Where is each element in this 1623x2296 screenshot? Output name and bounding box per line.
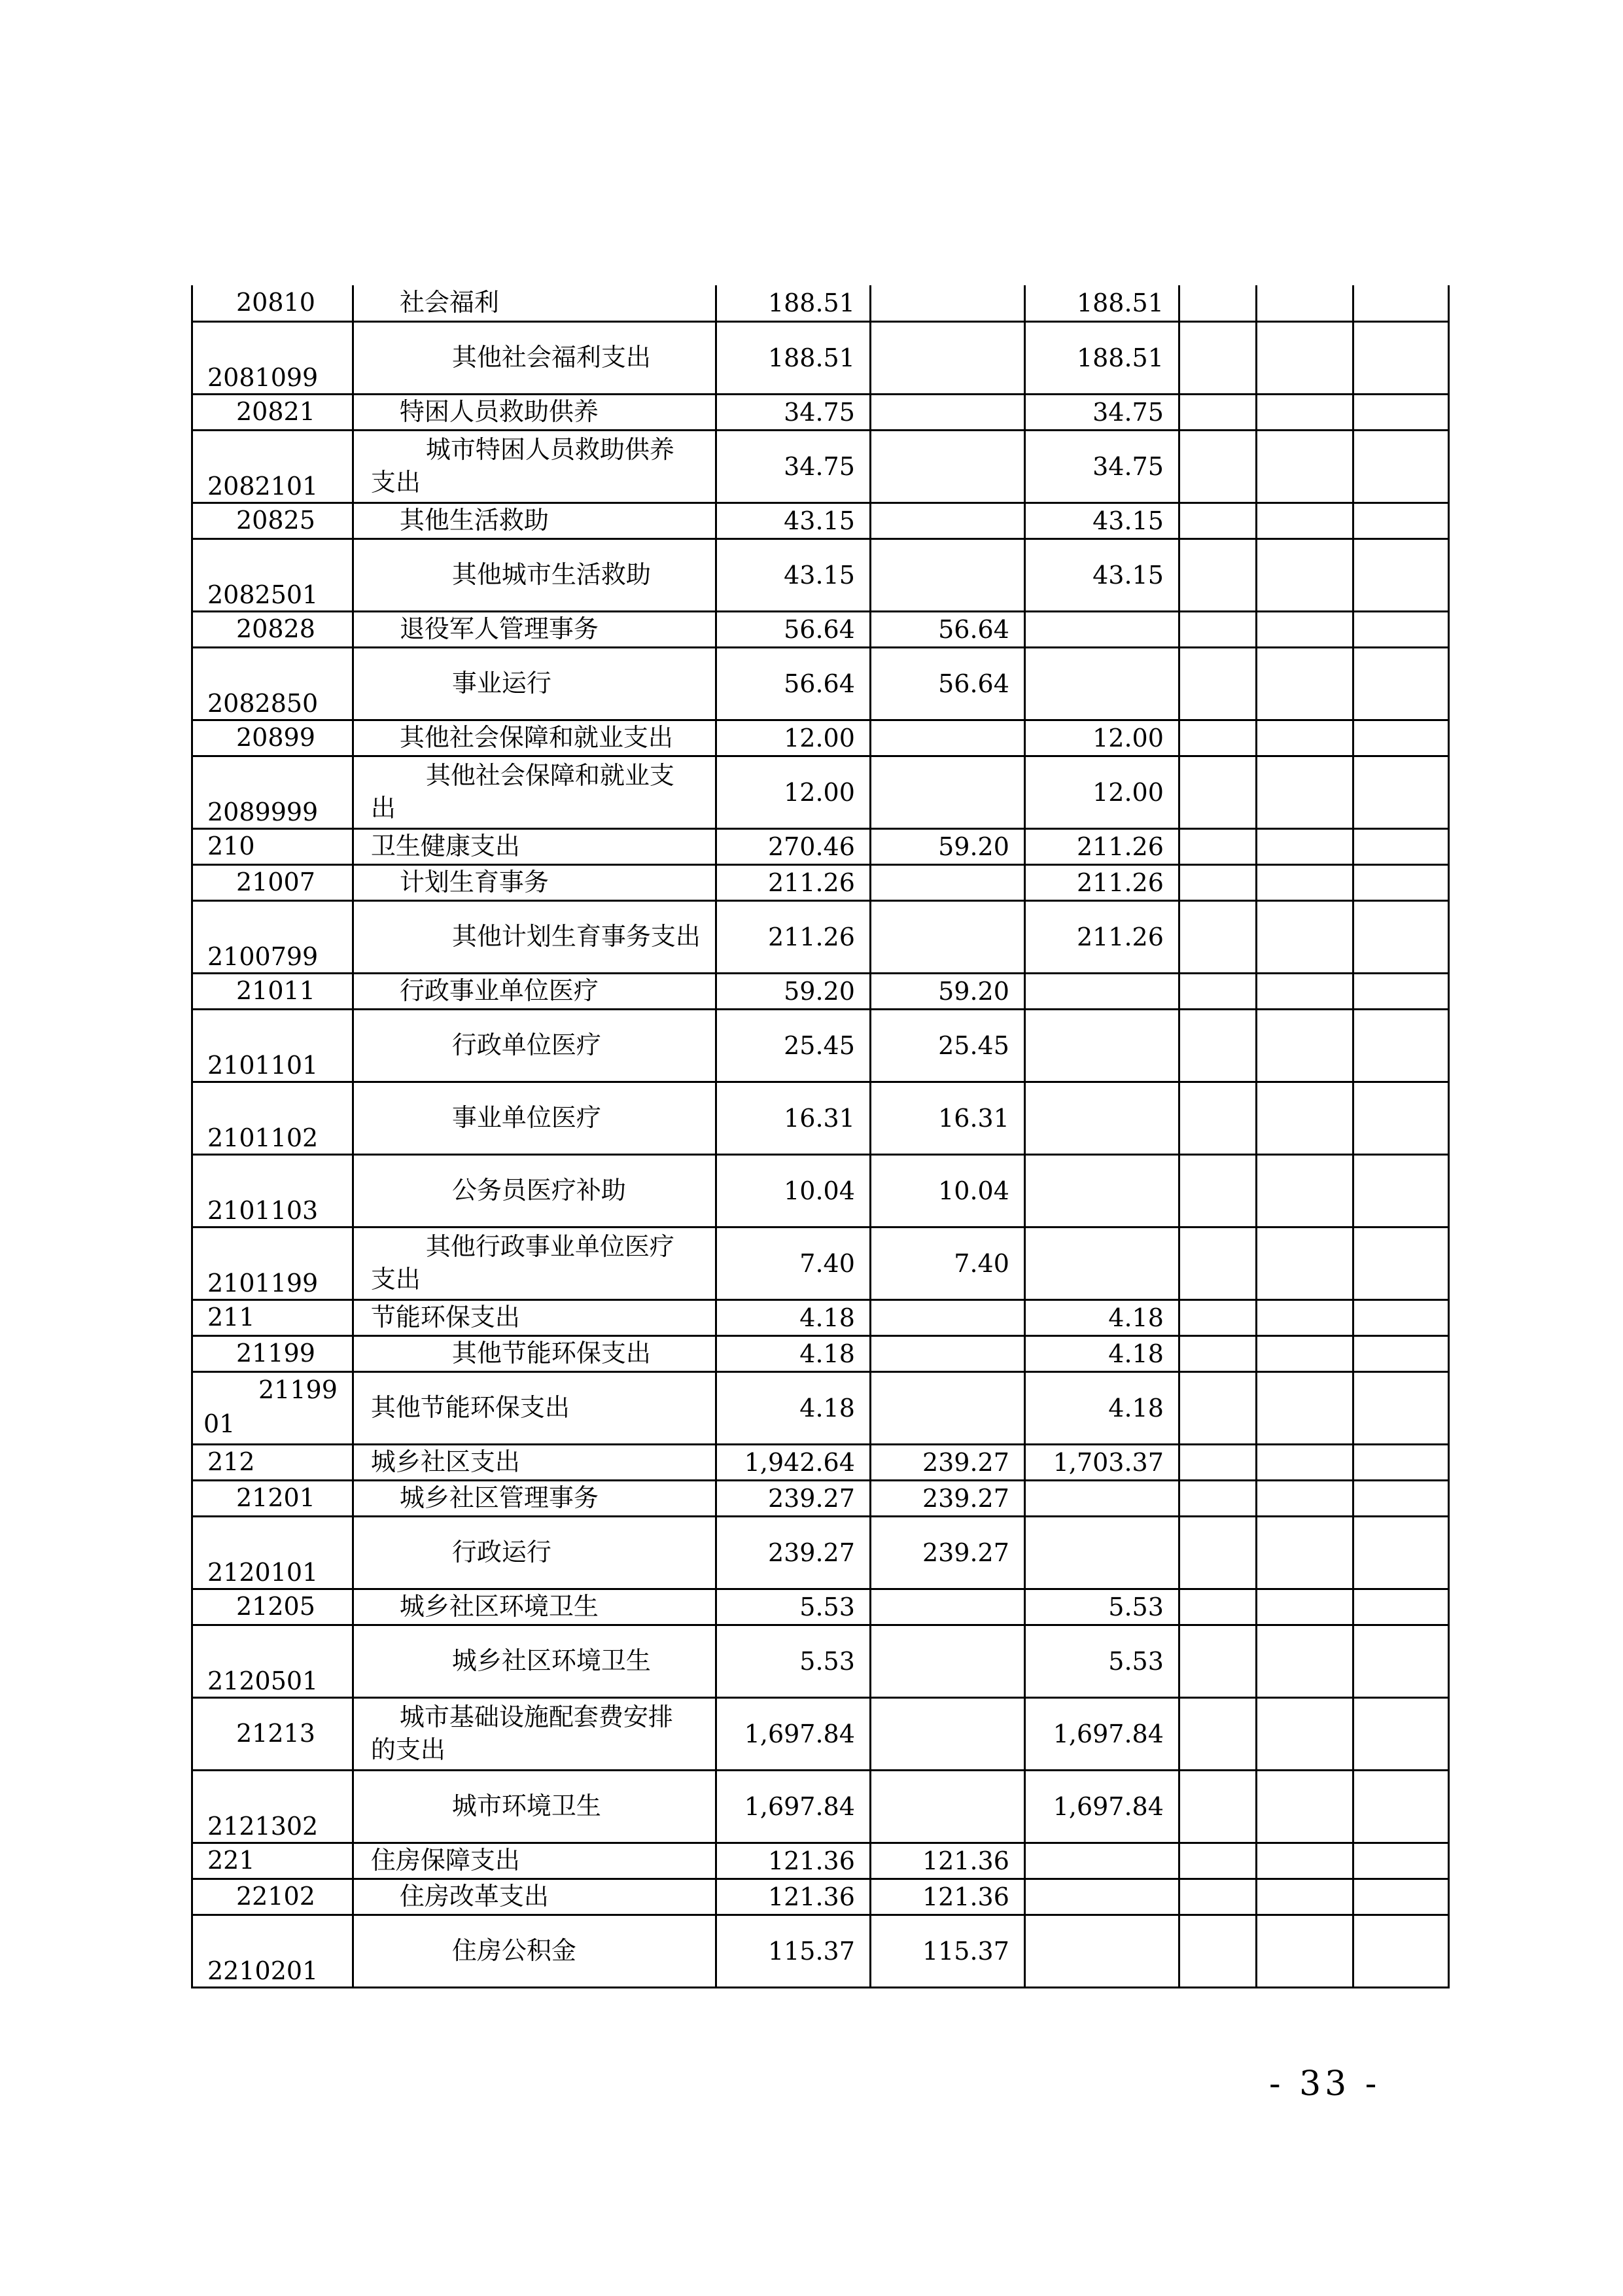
empty-cell: [1179, 1770, 1256, 1843]
row-code: 21007: [192, 864, 353, 900]
table-row: [192, 321, 1449, 394]
empty-cell: [1353, 611, 1448, 647]
row-total: 16.31: [716, 1082, 870, 1154]
row-code: 2101199: [192, 1227, 353, 1299]
table-row: [192, 973, 1449, 1009]
table-row: [192, 1082, 1449, 1154]
row-basic: [870, 285, 1024, 321]
row-project: 211.26: [1024, 828, 1179, 864]
row-total: 1,697.84: [716, 1697, 870, 1770]
empty-cell: [1256, 611, 1353, 647]
row-code: 2100799: [192, 900, 353, 973]
row-total: 10.04: [716, 1154, 870, 1227]
empty-cell: [1353, 1516, 1448, 1589]
row-project: 34.75: [1024, 430, 1179, 503]
row-total: 211.26: [716, 864, 870, 900]
row-total: 12.00: [716, 756, 870, 828]
row-project: 211.26: [1024, 864, 1179, 900]
table-row: [192, 1879, 1449, 1915]
empty-cell: [1353, 1299, 1448, 1335]
row-project: [1024, 1915, 1179, 1987]
empty-cell: [1353, 647, 1448, 720]
empty-cell: [1353, 394, 1448, 430]
row-basic: [870, 539, 1024, 611]
row-name: 行政事业单位医疗: [353, 973, 716, 1009]
empty-cell: [1353, 973, 1448, 1009]
table-row: [192, 1589, 1449, 1625]
row-basic: 121.36: [870, 1879, 1024, 1915]
empty-cell: [1256, 1516, 1353, 1589]
empty-cell: [1353, 756, 1448, 828]
row-name: 节能环保支出: [353, 1299, 716, 1335]
row-project: 211.26: [1024, 900, 1179, 973]
empty-cell: [1353, 900, 1448, 973]
row-basic: [870, 1697, 1024, 1770]
empty-cell: [1256, 430, 1353, 503]
empty-cell: [1353, 1915, 1448, 1987]
table-row: [192, 864, 1449, 900]
row-basic: 16.31: [870, 1082, 1024, 1154]
row-total: 43.15: [716, 539, 870, 611]
row-project: 43.15: [1024, 503, 1179, 539]
empty-cell: [1179, 647, 1256, 720]
row-name: 其他生活救助: [353, 503, 716, 539]
empty-cell: [1256, 539, 1353, 611]
row-project: 1,697.84: [1024, 1697, 1179, 1770]
empty-cell: [1353, 1843, 1448, 1879]
row-name: 行政运行: [353, 1516, 716, 1589]
row-project: 5.53: [1024, 1589, 1179, 1625]
row-total: 239.27: [716, 1516, 870, 1589]
row-total: 4.18: [716, 1299, 870, 1335]
row-code: 210: [192, 828, 353, 864]
empty-cell: [1179, 1879, 1256, 1915]
row-code: 20899: [192, 720, 353, 756]
empty-cell: [1179, 503, 1256, 539]
empty-cell: [1179, 1480, 1256, 1516]
table-row: [192, 1444, 1449, 1480]
empty-cell: [1179, 1335, 1256, 1371]
row-name: 住房公积金: [353, 1915, 716, 1987]
empty-cell: [1256, 1444, 1353, 1480]
empty-cell: [1179, 611, 1256, 647]
row-code: 21199: [192, 1335, 353, 1371]
row-project: 4.18: [1024, 1299, 1179, 1335]
row-code: 2081099: [192, 321, 353, 394]
row-name: 社会福利: [353, 285, 716, 321]
row-name: 特困人员救助供养: [353, 394, 716, 430]
row-basic: [870, 1589, 1024, 1625]
row-total: 56.64: [716, 647, 870, 720]
empty-cell: [1256, 1227, 1353, 1299]
row-total: 121.36: [716, 1843, 870, 1879]
page-number: - 33 -: [1269, 2064, 1381, 2104]
table-row: [192, 1480, 1449, 1516]
row-code-line1: 21199: [258, 1375, 338, 1405]
row-code: 20825: [192, 503, 353, 539]
empty-cell: [1179, 1589, 1256, 1625]
row-basic: 59.20: [870, 973, 1024, 1009]
row-project: 5.53: [1024, 1625, 1179, 1697]
empty-cell: [1256, 1335, 1353, 1371]
row-total: 270.46: [716, 828, 870, 864]
empty-cell: [1256, 1154, 1353, 1227]
empty-cell: [1256, 1770, 1353, 1843]
row-total: 43.15: [716, 503, 870, 539]
empty-cell: [1353, 1154, 1448, 1227]
empty-cell: [1353, 1371, 1448, 1444]
empty-cell: [1256, 1915, 1353, 1987]
row-name: 其他节能环保支出: [353, 1335, 716, 1371]
empty-cell: [1256, 1697, 1353, 1770]
row-project: 1,697.84: [1024, 1770, 1179, 1843]
row-name-line1: 城市基础设施配套费安排: [399, 1703, 673, 1732]
row-code: 2101102: [192, 1082, 353, 1154]
row-name: 城乡社区管理事务: [353, 1480, 716, 1516]
row-name: 事业运行: [353, 647, 716, 720]
empty-cell: [1353, 285, 1448, 321]
row-code: 2082850: [192, 647, 353, 720]
row-project: [1024, 647, 1179, 720]
row-total: 59.20: [716, 973, 870, 1009]
row-name: 其他社会福利支出: [353, 321, 716, 394]
empty-cell: [1256, 503, 1353, 539]
row-code: 22102: [192, 1879, 353, 1915]
empty-cell: [1353, 1480, 1448, 1516]
table-row: [192, 430, 1449, 503]
row-code: 20828: [192, 611, 353, 647]
table-row: [192, 611, 1449, 647]
row-name: 事业单位医疗: [353, 1082, 716, 1154]
empty-cell: [1179, 1227, 1256, 1299]
empty-cell: [1256, 1009, 1353, 1082]
row-total: 12.00: [716, 720, 870, 756]
row-project: [1024, 1227, 1179, 1299]
row-project: [1024, 1082, 1179, 1154]
table-row: [192, 720, 1449, 756]
row-basic: [870, 900, 1024, 973]
row-basic: [870, 1335, 1024, 1371]
row-basic: 239.27: [870, 1516, 1024, 1589]
row-name: 计划生育事务: [353, 864, 716, 900]
row-code: 221: [192, 1843, 353, 1879]
empty-cell: [1353, 828, 1448, 864]
row-project: [1024, 1843, 1179, 1879]
row-name-line2: 支出: [370, 1264, 421, 1294]
row-name: 城乡社区环境卫生: [353, 1625, 716, 1697]
budget-table: [191, 285, 1450, 1988]
row-code: 212: [192, 1444, 353, 1480]
table-row: [192, 828, 1449, 864]
row-basic: [870, 1371, 1024, 1444]
row-total: 25.45: [716, 1009, 870, 1082]
row-total: 34.75: [716, 394, 870, 430]
empty-cell: [1256, 1480, 1353, 1516]
empty-cell: [1179, 1697, 1256, 1770]
row-project: 188.51: [1024, 321, 1179, 394]
empty-cell: [1353, 1082, 1448, 1154]
row-project: [1024, 973, 1179, 1009]
row-total: 34.75: [716, 430, 870, 503]
table-row: [192, 1625, 1449, 1697]
row-basic: [870, 503, 1024, 539]
empty-cell: [1256, 394, 1353, 430]
row-name: 住房保障支出: [353, 1843, 716, 1879]
empty-cell: [1256, 900, 1353, 973]
empty-cell: [1353, 1335, 1448, 1371]
table-row: [192, 647, 1449, 720]
empty-cell: [1256, 973, 1353, 1009]
empty-cell: [1256, 1879, 1353, 1915]
row-total: 5.53: [716, 1625, 870, 1697]
row-code: 21213: [192, 1697, 353, 1770]
empty-cell: [1179, 1009, 1256, 1082]
row-total: 1,697.84: [716, 1770, 870, 1843]
row-name: 公务员医疗补助: [353, 1154, 716, 1227]
empty-cell: [1353, 1625, 1448, 1697]
row-project: [1024, 1009, 1179, 1082]
empty-cell: [1256, 1371, 1353, 1444]
row-basic: 25.45: [870, 1009, 1024, 1082]
empty-cell: [1353, 1444, 1448, 1480]
row-name: 卫生健康支出: [353, 828, 716, 864]
row-name: 其他城市生活救助: [353, 539, 716, 611]
row-basic: 56.64: [870, 647, 1024, 720]
row-project: 43.15: [1024, 539, 1179, 611]
row-name: 其他计划生育事务支出: [353, 900, 716, 973]
row-project: 188.51: [1024, 285, 1179, 321]
table-row: [192, 1843, 1449, 1879]
row-name-line1: 城市特困人员救助供养: [425, 435, 674, 465]
row-code: 20821: [192, 394, 353, 430]
row-code: 21011: [192, 973, 353, 1009]
row-code: 2101101: [192, 1009, 353, 1082]
row-basic: 7.40: [870, 1227, 1024, 1299]
empty-cell: [1353, 1697, 1448, 1770]
row-name: [353, 1227, 716, 1299]
empty-cell: [1179, 1154, 1256, 1227]
row-code: 2082501: [192, 539, 353, 611]
empty-cell: [1179, 1843, 1256, 1879]
row-project: 12.00: [1024, 720, 1179, 756]
table-row: [192, 1154, 1449, 1227]
empty-cell: [1179, 285, 1256, 321]
row-code: 2120501: [192, 1625, 353, 1697]
row-project: 4.18: [1024, 1335, 1179, 1371]
table-row: [192, 1299, 1449, 1335]
row-name: [353, 1697, 716, 1770]
table-row: [192, 1915, 1449, 1987]
row-project: [1024, 1480, 1179, 1516]
row-name: 住房改革支出: [353, 1879, 716, 1915]
row-basic: [870, 321, 1024, 394]
row-name: 其他社会保障和就业支出: [353, 720, 716, 756]
empty-cell: [1353, 864, 1448, 900]
row-name: 城乡社区支出: [353, 1444, 716, 1480]
empty-cell: [1256, 285, 1353, 321]
empty-cell: [1179, 1082, 1256, 1154]
row-code: 2101103: [192, 1154, 353, 1227]
table-row: [192, 539, 1449, 611]
empty-cell: [1179, 900, 1256, 973]
table-row: [192, 1770, 1449, 1843]
empty-cell: [1179, 321, 1256, 394]
row-project: 12.00: [1024, 756, 1179, 828]
row-total: 188.51: [716, 285, 870, 321]
row-total: 1,942.64: [716, 1444, 870, 1480]
row-code: 2082101: [192, 430, 353, 503]
row-code: [192, 1371, 353, 1444]
row-basic: 59.20: [870, 828, 1024, 864]
empty-cell: [1256, 720, 1353, 756]
table-row: [192, 1227, 1449, 1299]
empty-cell: [1179, 973, 1256, 1009]
row-name-line2: 的支出: [370, 1735, 445, 1764]
row-total: 56.64: [716, 611, 870, 647]
empty-cell: [1353, 1009, 1448, 1082]
empty-cell: [1256, 1625, 1353, 1697]
row-project: 4.18: [1024, 1371, 1179, 1444]
empty-cell: [1179, 1516, 1256, 1589]
row-name: [353, 756, 716, 828]
row-project: [1024, 1879, 1179, 1915]
row-total: 5.53: [716, 1589, 870, 1625]
row-project: 1,703.37: [1024, 1444, 1179, 1480]
row-code-line2: 01: [203, 1409, 236, 1438]
empty-cell: [1256, 321, 1353, 394]
empty-cell: [1353, 1770, 1448, 1843]
empty-cell: [1353, 503, 1448, 539]
table-row: [192, 1009, 1449, 1082]
table-row: [192, 756, 1449, 828]
row-basic: [870, 1770, 1024, 1843]
empty-cell: [1353, 321, 1448, 394]
table-row: [192, 1335, 1449, 1371]
empty-cell: [1353, 539, 1448, 611]
empty-cell: [1179, 394, 1256, 430]
row-total: 115.37: [716, 1915, 870, 1987]
row-name: 退役军人管理事务: [353, 611, 716, 647]
row-name: 其他节能环保支出: [353, 1371, 716, 1444]
row-basic: 239.27: [870, 1480, 1024, 1516]
row-basic: [870, 394, 1024, 430]
row-name-line1: 其他社会保障和就业支: [425, 761, 674, 790]
row-name: 行政单位医疗: [353, 1009, 716, 1082]
empty-cell: [1179, 430, 1256, 503]
empty-cell: [1256, 1299, 1353, 1335]
row-basic: 10.04: [870, 1154, 1024, 1227]
table-row: [192, 1697, 1449, 1770]
empty-cell: [1353, 1879, 1448, 1915]
empty-cell: [1256, 1843, 1353, 1879]
table-row: [192, 394, 1449, 430]
row-total: 121.36: [716, 1879, 870, 1915]
row-project: 34.75: [1024, 394, 1179, 430]
table-body: [192, 285, 1449, 1987]
row-name: 城市环境卫生: [353, 1770, 716, 1843]
table-row: [192, 285, 1449, 321]
empty-cell: [1256, 828, 1353, 864]
row-name-line2: 出: [370, 793, 396, 822]
empty-cell: [1353, 1589, 1448, 1625]
row-basic: [870, 430, 1024, 503]
row-total: 188.51: [716, 321, 870, 394]
row-total: 239.27: [716, 1480, 870, 1516]
row-code: 21201: [192, 1480, 353, 1516]
empty-cell: [1179, 1299, 1256, 1335]
empty-cell: [1353, 720, 1448, 756]
empty-cell: [1179, 756, 1256, 828]
row-project: [1024, 1516, 1179, 1589]
row-name-line2: 支出: [370, 467, 421, 497]
empty-cell: [1353, 1227, 1448, 1299]
empty-cell: [1256, 1082, 1353, 1154]
row-code: 2120101: [192, 1516, 353, 1589]
row-basic: 115.37: [870, 1915, 1024, 1987]
table-row: [192, 1371, 1449, 1444]
empty-cell: [1256, 1589, 1353, 1625]
empty-cell: [1256, 647, 1353, 720]
row-basic: 239.27: [870, 1444, 1024, 1480]
row-basic: [870, 864, 1024, 900]
table-row: [192, 503, 1449, 539]
row-code: 2121302: [192, 1770, 353, 1843]
empty-cell: [1179, 1444, 1256, 1480]
empty-cell: [1179, 864, 1256, 900]
row-code: 2210201: [192, 1915, 353, 1987]
row-name: [353, 430, 716, 503]
row-total: 4.18: [716, 1371, 870, 1444]
table-row: [192, 1516, 1449, 1589]
row-project: [1024, 611, 1179, 647]
table-row: [192, 900, 1449, 973]
row-total: 4.18: [716, 1335, 870, 1371]
row-basic: 121.36: [870, 1843, 1024, 1879]
row-code: 2089999: [192, 756, 353, 828]
row-code: 211: [192, 1299, 353, 1335]
empty-cell: [1179, 1915, 1256, 1987]
row-basic: [870, 1299, 1024, 1335]
empty-cell: [1179, 828, 1256, 864]
row-basic: [870, 1625, 1024, 1697]
row-total: 7.40: [716, 1227, 870, 1299]
row-name: 城乡社区环境卫生: [353, 1589, 716, 1625]
empty-cell: [1256, 864, 1353, 900]
empty-cell: [1256, 756, 1353, 828]
empty-cell: [1179, 1625, 1256, 1697]
row-basic: [870, 756, 1024, 828]
row-basic: 56.64: [870, 611, 1024, 647]
row-code: 20810: [192, 285, 353, 321]
empty-cell: [1353, 430, 1448, 503]
row-total: 211.26: [716, 900, 870, 973]
row-code: 21205: [192, 1589, 353, 1625]
row-name-line1: 其他行政事业单位医疗: [425, 1232, 674, 1262]
empty-cell: [1179, 720, 1256, 756]
row-basic: [870, 720, 1024, 756]
empty-cell: [1179, 539, 1256, 611]
empty-cell: [1179, 1371, 1256, 1444]
row-project: [1024, 1154, 1179, 1227]
